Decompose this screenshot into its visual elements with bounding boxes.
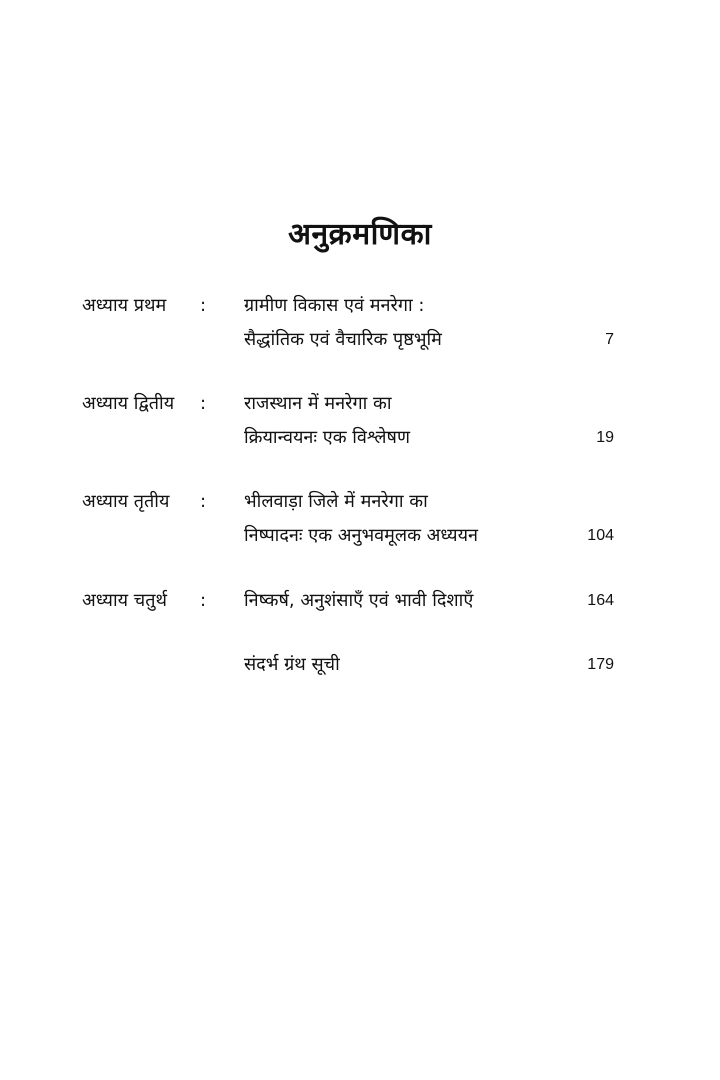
separator: : xyxy=(200,590,207,611)
chapter-label: अध्याय प्रथम xyxy=(82,295,167,316)
chapter-title-line-2: सैद्धांतिक एवं वैचारिक पृष्ठभूमि xyxy=(244,329,442,350)
toc-entry-chapter-3-cont xyxy=(0,518,720,554)
bibliography-label: संदर्भ ग्रंथ सूची xyxy=(244,654,340,675)
chapter-label: अध्याय तृतीय xyxy=(82,491,170,512)
chapter-label: अध्याय द्वितीय xyxy=(82,393,175,414)
separator: : xyxy=(200,491,207,512)
toc-entry-chapter-2-cont xyxy=(0,420,720,456)
toc-entry-chapter-1-cont xyxy=(0,322,720,358)
toc-entry-chapter-2 xyxy=(0,386,720,422)
separator: : xyxy=(200,393,207,414)
page-number: 104 xyxy=(587,527,614,544)
toc-entry-chapter-4 xyxy=(0,583,720,619)
page-number: 7 xyxy=(605,331,614,348)
separator: : xyxy=(200,295,207,316)
chapter-title-line-1: निष्कर्ष, अनुशंसाएँ एवं भावी दिशाएँ xyxy=(244,590,474,611)
chapter-title-line-1: राजस्थान में मनरेगा का xyxy=(244,393,392,414)
page-number: 179 xyxy=(587,656,614,673)
toc-entry-chapter-1 xyxy=(0,288,720,324)
toc-entry-bibliography xyxy=(0,647,720,683)
page-number: 164 xyxy=(587,592,614,609)
chapter-title-line-1: भीलवाड़ा जिले में मनरेगा का xyxy=(244,491,428,512)
toc-entry-chapter-3 xyxy=(0,484,720,520)
page-title: अनुक्रमणिका xyxy=(288,217,432,252)
chapter-title-line-1: ग्रामीण विकास एवं मनरेगा : xyxy=(244,295,425,316)
page-number: 19 xyxy=(596,429,614,446)
chapter-title-line-2: क्रियान्वयनः एक विश्लेषण xyxy=(244,427,410,448)
chapter-title-line-2: निष्पादनः एक अनुभवमूलक अध्ययन xyxy=(244,525,479,546)
chapter-label: अध्याय चतुर्थ xyxy=(82,590,167,611)
